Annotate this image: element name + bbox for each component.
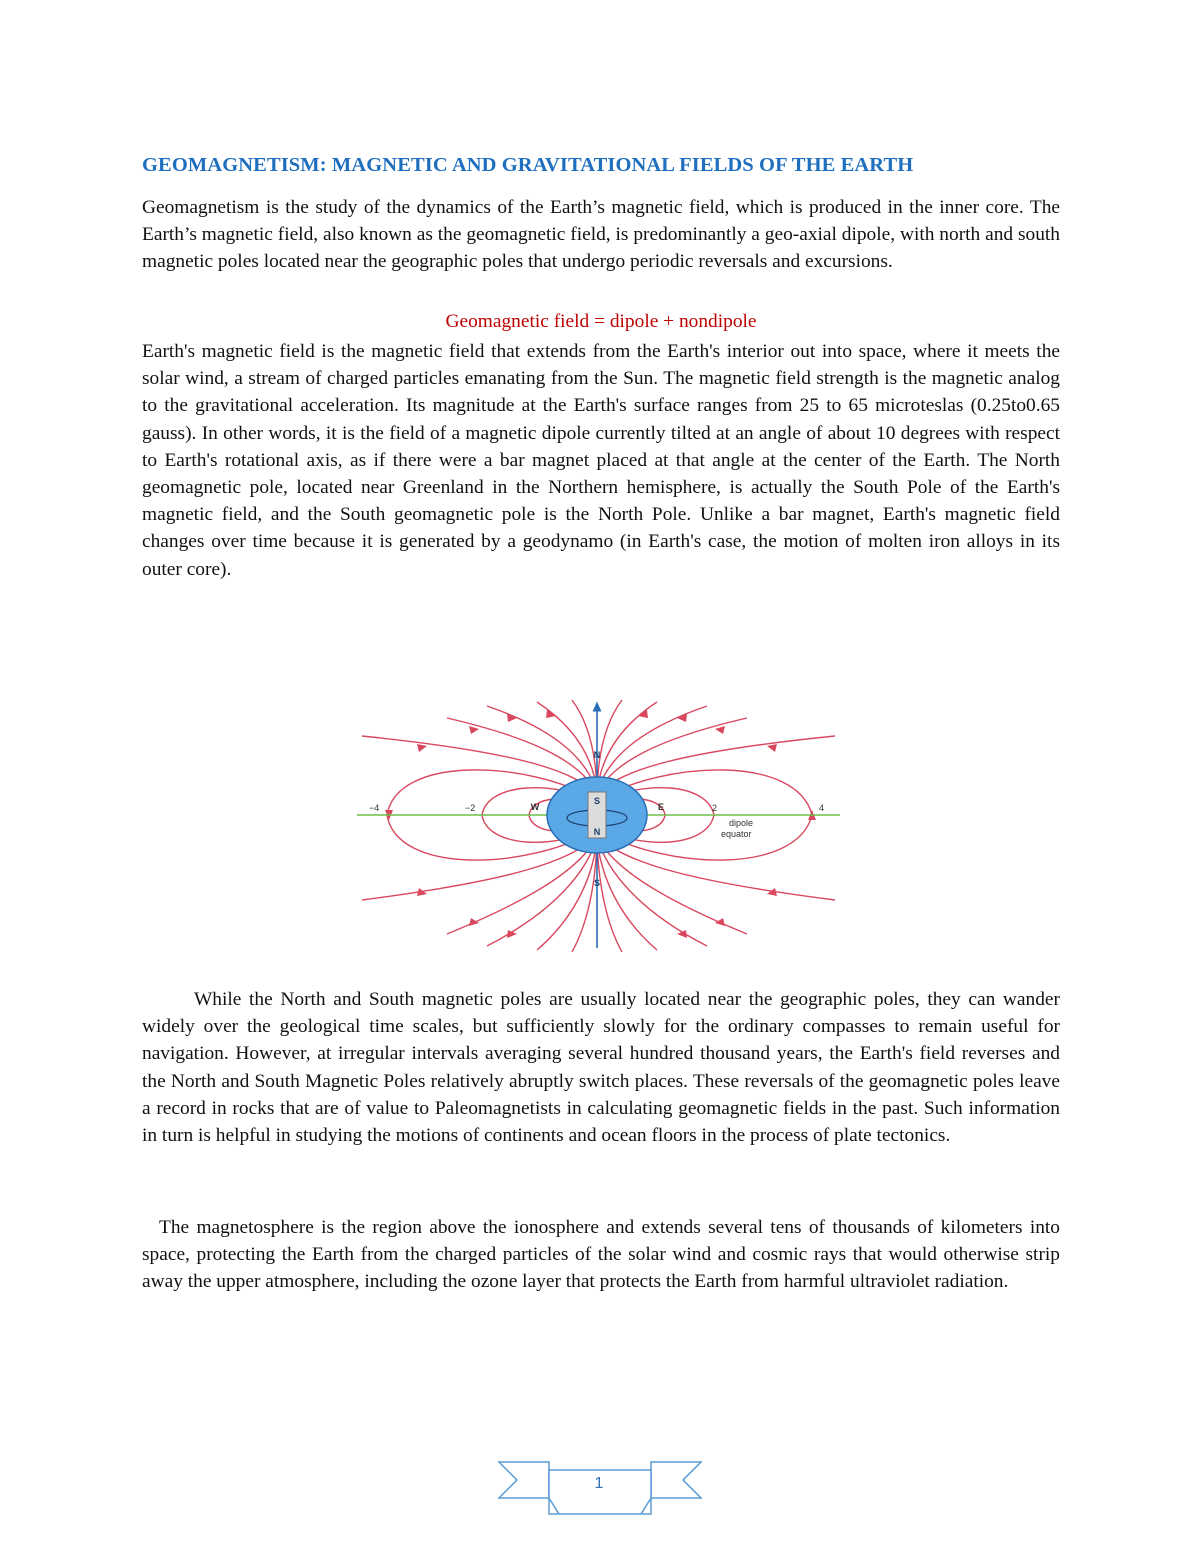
north-label: N (593, 750, 601, 760)
equator-label-line1: dipole (729, 818, 754, 828)
tick-minus4: −4 (369, 803, 380, 813)
dipole-field-diagram (357, 700, 840, 952)
tick-plus2: 2 (712, 803, 718, 813)
paragraph-magnetosphere: The magnetosphere is the region above the ionosphere and extends several tens of thousands of kilometers into space, protecting the Earth from the charged particles of the solar wind and cosmic rays that would otherwise strip away the upper atmosphere, including the ozone layer that protects the Earth from harmful ultraviolet radiation. (142, 1217, 1060, 1293)
document-title: GEOMAGNETISM: MAGNETIC AND GRAVITATIONAL FIELDS OF THE EARTH (142, 154, 914, 176)
west-label: W (530, 802, 540, 812)
tick-minus2: −2 (465, 803, 476, 813)
formula-line: Geomagnetic field = dipole + nondipole (445, 311, 757, 332)
magnet-s-label: S (593, 796, 601, 806)
magnet-n-label: N (593, 827, 601, 837)
page-number: 1 (594, 1475, 604, 1492)
equator-label-line2: equator (721, 829, 752, 839)
tick-plus4: 4 (819, 803, 825, 813)
paragraph-reversals: While the North and South magnetic poles are usually located near the geographic poles, they can wander widely over the geological time scales, but sufficiently slowly for the ordinary compasses to remain useful for navigation. However, at irregular intervals averaging several hundred thousand years, the Earth's field reverses and the North and South Magnetic Poles relatively abruptly switch places. These reversals of the geomagnetic poles leave a record in rocks that are of value to Paleomagnetists in calculating geomagnetic fields in the past. Such information in turn is helpful in studying the motions of continents and ocean floors in the process of plate tectonics. (142, 989, 1060, 1147)
paragraph-intro: Geomagnetism is the study of the dynamics of the Earth’s magnetic field, which is produced in the inner core. The Earth’s magnetic field, also known as the geomagnetic field, is predominantly a geo-axial dipole, with north and south magnetic poles located near the geographic poles that undergo periodic reversals and excursions. (142, 197, 1060, 273)
south-label: S (593, 878, 601, 888)
paragraph-earth-field: Earth's magnetic field is the magnetic field that extends from the Earth's interior out into space, where it meets the solar wind, a stream of charged particles emanating from the Sun. The magnetic field strength is the magnetic analog to the gravitational acceleration. Its magnitude at the Earth's surface ranges from 25 to 65 microteslas (0.25to0.65 gauss). In other words, it is the field of a magnetic dipole currently tilted at an angle of about 10 degrees with respect to Earth's rotational axis, as if there were a bar magnet placed at that angle at the center of the Earth. The North geomagnetic pole, located near Greenland in the Northern hemisphere, is actually the South Pole of the Earth's magnetic field, and the South geomagnetic pole is the North Pole. Unlike a bar magnet, Earth's magnetic field changes over time because it is generated by a geodynamo (in Earth's case, the motion of molten iron alloys in its outer core). (142, 341, 1060, 580)
east-label: E (657, 802, 665, 812)
